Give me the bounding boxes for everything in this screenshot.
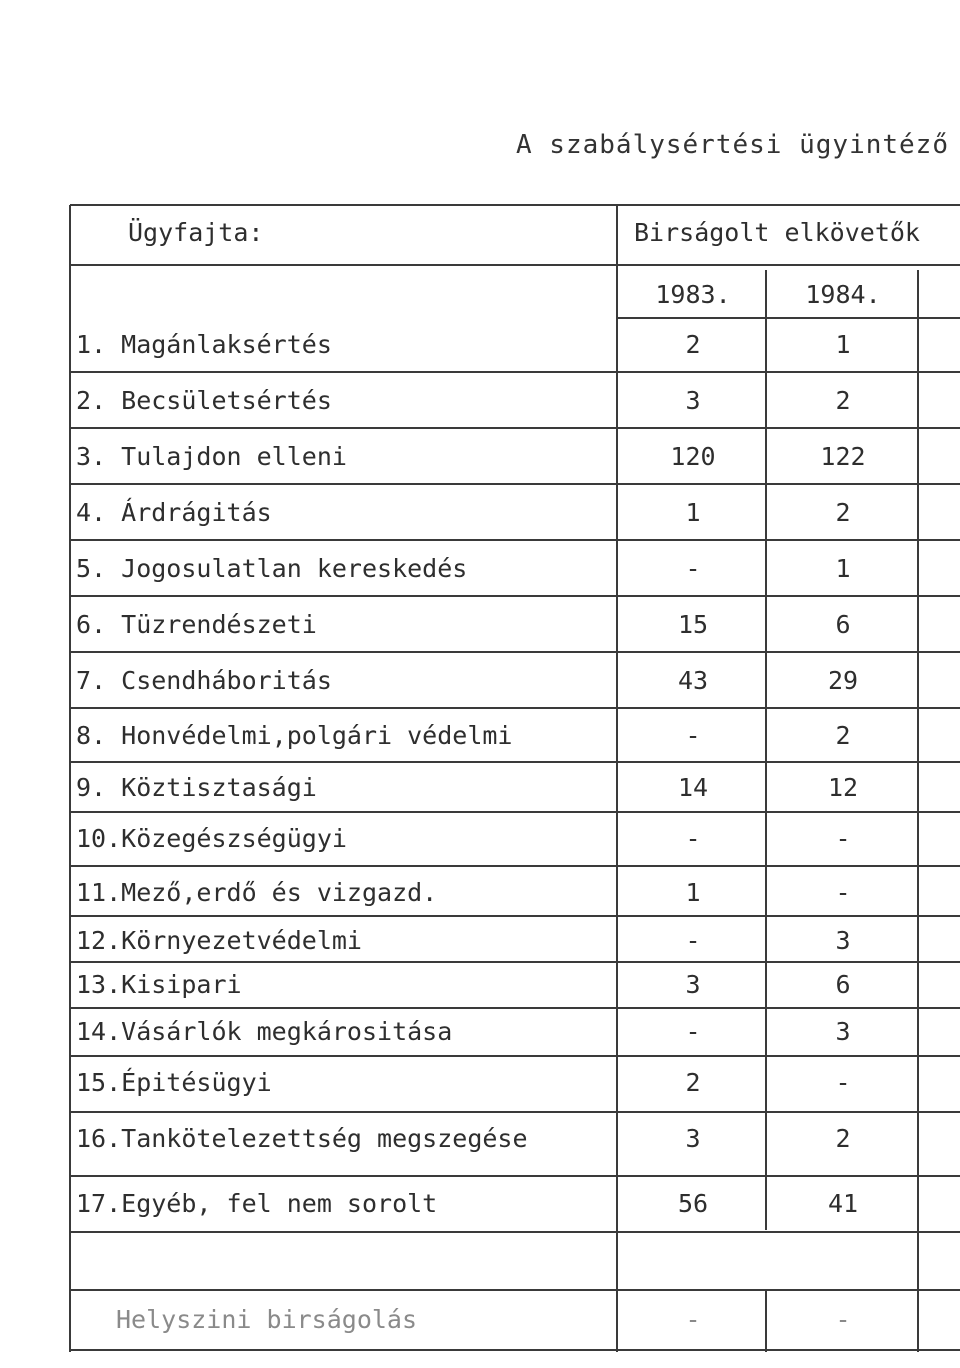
value-1984: 1: [835, 554, 851, 583]
column-header-1984: 1984.: [805, 280, 881, 309]
value-1983: 56: [677, 1189, 709, 1218]
value-1984: 2: [835, 721, 851, 750]
value-1984: 2: [835, 386, 851, 415]
row-label: Helyszini birságolás: [116, 1305, 418, 1334]
value-1983: 1: [685, 498, 701, 527]
row-label: 14.Vásárlók megkárositása: [76, 1017, 453, 1046]
value-1984: 2: [835, 498, 851, 527]
value-1984: 29: [827, 666, 859, 695]
row-label: 5. Jogosulatlan kereskedés: [76, 554, 468, 583]
value-1984: 2: [835, 1124, 851, 1153]
row-label: 7. Csendháboritás: [76, 666, 332, 695]
column-header-1983: 1983.: [655, 280, 731, 309]
row-label: 12.Környezetvédelmi: [76, 926, 362, 955]
row-label: 3. Tulajdon elleni: [76, 442, 347, 471]
value-1983: -: [685, 926, 701, 955]
value-1984: -: [835, 878, 851, 907]
value-1983: -: [685, 1305, 701, 1334]
value-1984: 6: [835, 970, 851, 999]
value-1983: 3: [685, 386, 701, 415]
value-1984: 41: [827, 1189, 859, 1218]
column-header-type: Ügyfajta:: [128, 218, 264, 247]
value-1984: -: [835, 1068, 851, 1097]
value-1984: 1: [835, 330, 851, 359]
row-label: 10.Közegészségügyi: [76, 824, 347, 853]
value-1983: 1: [685, 878, 701, 907]
row-label: 9. Köztisztasági: [76, 773, 317, 802]
row-label: 2. Becsületsértés: [76, 386, 332, 415]
row-label: 4. Árdrágitás: [76, 498, 272, 527]
row-label: 15.Épitésügyi: [76, 1068, 272, 1097]
row-label: 8. Honvédelmi,polgári védelmi: [76, 721, 513, 750]
value-1984: 3: [835, 1017, 851, 1046]
row-label: 6. Tüzrendészeti: [76, 610, 317, 639]
value-1983: -: [685, 554, 701, 583]
row-label: 11.Mező,erdő és vizgazd.: [76, 878, 438, 907]
value-1983: -: [685, 721, 701, 750]
value-1983: 14: [677, 773, 709, 802]
value-1984: 122: [820, 442, 866, 471]
value-1984: -: [835, 1305, 851, 1334]
value-1984: 6: [835, 610, 851, 639]
value-1983: -: [685, 1017, 701, 1046]
value-1983: 15: [677, 610, 709, 639]
value-1983: 2: [685, 1068, 701, 1097]
document-title: A szabálysértési ügyintéző: [516, 130, 949, 160]
value-1983: 2: [685, 330, 701, 359]
value-1983: 43: [677, 666, 709, 695]
value-1983: 120: [670, 442, 716, 471]
value-1984: 12: [827, 773, 859, 802]
row-label: 13.Kisipari: [76, 970, 242, 999]
column-header-fined: Birságolt elkövetők: [634, 218, 920, 247]
row-label: 1. Magánlaksértés: [76, 330, 332, 359]
value-1984: 3: [835, 926, 851, 955]
value-1983: 3: [685, 970, 701, 999]
value-1983: 3: [685, 1124, 701, 1153]
row-label: 16.Tankötelezettség megszegése: [76, 1124, 528, 1153]
value-1984: -: [835, 824, 851, 853]
row-label: 17.Egyéb, fel nem sorolt: [76, 1189, 438, 1218]
value-1983: -: [685, 824, 701, 853]
